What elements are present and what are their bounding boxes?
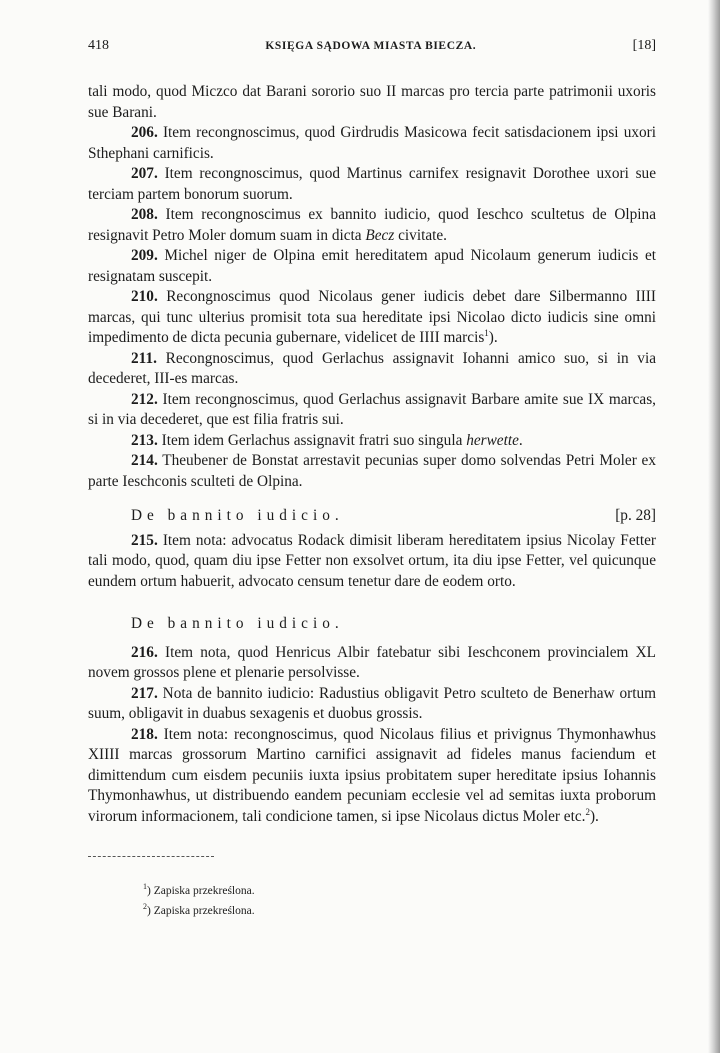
page-edge-shadow	[708, 0, 720, 1053]
leaf-number: [18]	[632, 38, 656, 53]
page-content	[88, 38, 656, 919]
entry-210: 210. Recongnoscimus quod Nicolaus gener iudicis debet dare Silbermanno IIII marcas, qui tunc ulterius promisit tota sua hereditate ipsi Nicolao dicto iudicis sine omni impedimento de dicta pecunia gubernare, videlicet de IIII marcis$^1$).	[88, 288, 656, 346]
entry-209: 209. Michel niger de Olpina emit hereditatem apud Nicolaum generum iudicis et resignatam suscepit.	[88, 247, 656, 285]
section-heading: De bannito iudicio.	[131, 615, 344, 632]
entry-206: 206. Item recongnoscimus, quod Girdrudis Masicowa fecit satisdacionem ipsi uxori Sthephani carnificis.	[88, 124, 656, 162]
running-head	[88, 38, 656, 68]
footnote: $^2$) Zapiska przekreślona.	[143, 901, 255, 917]
entry-208: 208. Item recongnoscimus ex bannito iudicio, quod Ieschco scultetus de Olpina resignavit Petro Moler domum suam in dicta Becz civitate.	[88, 206, 656, 244]
footnote-ref-2: 2	[585, 806, 590, 817]
entry-215: 215. Item nota: advocatus Rodack dimisit liberam hereditatem ipsius Nicolay Fetter tali modo, quod, quam diu ipse Fetter non exsolvet ortum, ita diu ipse Fetter, vel quicunque eundem ortum habuerit, advocato censum tenetur dare de eodem orto.	[88, 531, 656, 590]
entry-212: 212. Item recongnoscimus, quod Gerlachus assignavit Barbare amite sue IX marcas, si in via decederet, que est filia fratris sui.	[88, 390, 656, 428]
footnote: $^1$) Zapiska przekreślona.	[143, 882, 255, 897]
entry-207: 207. Item recongnoscimus, quod Martinus carnifex resignavit Dorothee uxori sue terciam partem bonorum suorum.	[88, 165, 656, 203]
entry-216: 216. Item nota, quod Henricus Albir fatebatur sibi Ieschconem provincialem XL novem grossos plene et plenarie persolvisse.	[88, 643, 656, 681]
footnote-ref-1: 1	[484, 327, 489, 338]
footnote-separator	[88, 856, 214, 857]
entry-218: 218. Item nota: recongnoscimus, quod Nicolaus filius et privignus Thymonhawhus XIIII marcas grossorum Martino carnifici assignavit ad fideles manus faciendum et dimittendum cum eisdem pecuniis iuxta ipsius probitatem super hereditate ipsius Iohannis Thymonhawhus, ut distribuendo eandem pecuniam ecclesie vel ad semitas iuxta proborum virorum informacionem, tali condicione tamen, si ipse Nicolaus dictus Moler etc.$^2$).	[88, 725, 656, 825]
entry-213: 213. Item idem Gerlachus assignavit fratri suo singula herwette.	[131, 431, 523, 449]
book-title: KSIĘGA SĄDOWA MIASTA BIECZA.	[265, 40, 477, 52]
entry-214: 214. Theubener de Bonstat arrestavit pecunias super domo solvendas Petri Moler ex parte Ieschconis sculteti de Olpina.	[88, 452, 656, 490]
page-reference: [p. 28]	[615, 507, 656, 524]
body-text	[88, 82, 656, 827]
entry-211: 211. Recongnoscimus, quod Gerlachus assignavit Iohanni amico suo, si in via decederet, III-es marcas.	[88, 349, 656, 387]
page-number: 418	[88, 38, 109, 53]
footnotes	[88, 879, 656, 919]
entry-217: 217. Nota de bannito iudicio: Radustius obligavit Petro sculteto de Benerhaw ortum suum, obligavit in duabus sexagenis et duobus grossis.	[88, 684, 656, 722]
paragraph-continuation: tali modo, quod Miczco dat Barani sororio suo II marcas pro tercia parte patrimonii uxoris sue Barani.	[88, 83, 656, 121]
section-heading: De bannito iudicio. [p. 28]	[88, 506, 656, 527]
